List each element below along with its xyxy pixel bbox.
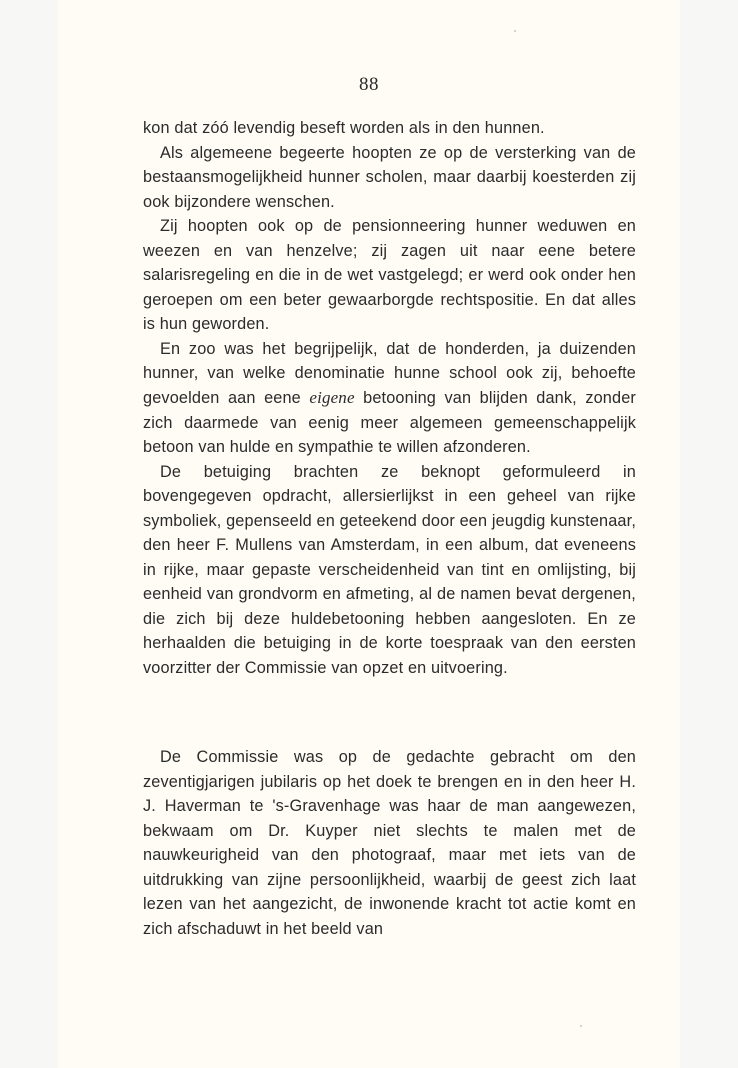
paragraph-begrijpelijk-text-after: betooning van blijden dank, zonder zich daarmede van eenig meer algemeen gemeenschappelijk betoon van hulde en sympathie te willen afzonderen. xyxy=(143,389,636,457)
paragraph-continuation: kon dat zóó levendig beseft worden als in den hunnen. xyxy=(143,119,545,137)
scan-speck xyxy=(514,30,516,32)
book-page xyxy=(58,0,680,1068)
scan-speck xyxy=(580,1025,582,1027)
text-section-1 xyxy=(143,116,636,681)
text-section-2 xyxy=(143,745,636,941)
paragraph-begrijpelijk xyxy=(143,337,636,460)
paragraph-betuiging: De betuiging brachten ze beknopt geformuleerd in bovengegeven opdracht, allersierlijkst in een geheel van rijke symboliek, gepenseeld en geteekend door een jeugdig kunstenaar, den heer F. Mullens van Amsterdam, in een album, dat eveneens in rijke, maar gepaste verscheidenheid van tint en omlijsting, bij eenheid van grondvorm en afmeting, al de namen bevat dergenen, die zich bij deze huldebetooning hebben aangesloten. En ze herhaalden die betuiging in de korte toespraak van den eersten voorzitter der Commissie van opzet en uitvoering. xyxy=(143,462,636,678)
paragraph-commissie: De Commissie was op de gedachte gebracht om den zeventigjarigen jubilaris op het doek te brengen en in den heer H. J. Haverman te 's-Gravenhage was haar de man aangewezen, bekwaam om Dr. Kuyper niet slechts te malen met de nauwkeurigheid van den photograaf, maar met iets van de uitdrukking van zijne persoonlijkheid, waarbij de geest zich laat lezen van het aangezicht, de inwonende kracht tot actie komt en zich afschaduwt in het beeld van xyxy=(143,748,636,938)
right-scan-margin xyxy=(680,0,738,1068)
paragraph-pensionneering: Zij hoopten ook op de pensionneering hunner weduwen en weezen en van henzelve; zij zagen uit naar eene betere salarisregeling en die in de wet vastgelegd; er werd ook onder hen geroepen om een beter gewaarborgde rechtspositie. En dat alles is hun geworden. xyxy=(143,217,636,334)
paragraph-begrijpelijk-text-before: En zoo was het begrijpelijk, dat de honderden, ja duizenden hunner, van welke denominatie hunne school ook zij, behoefte gevoelden aan eene xyxy=(143,339,636,408)
emphasis-eigene: eigene xyxy=(309,388,355,408)
left-scan-margin xyxy=(0,0,58,1068)
page-number: 88 xyxy=(359,74,379,95)
paragraph-algemeene-begeerte: Als algemeene begeerte hoopten ze op de versterking van de bestaansmogelijkheid hunner scholen, maar daarbij koesterden zij ook bijzondere wenschen. xyxy=(143,143,636,211)
